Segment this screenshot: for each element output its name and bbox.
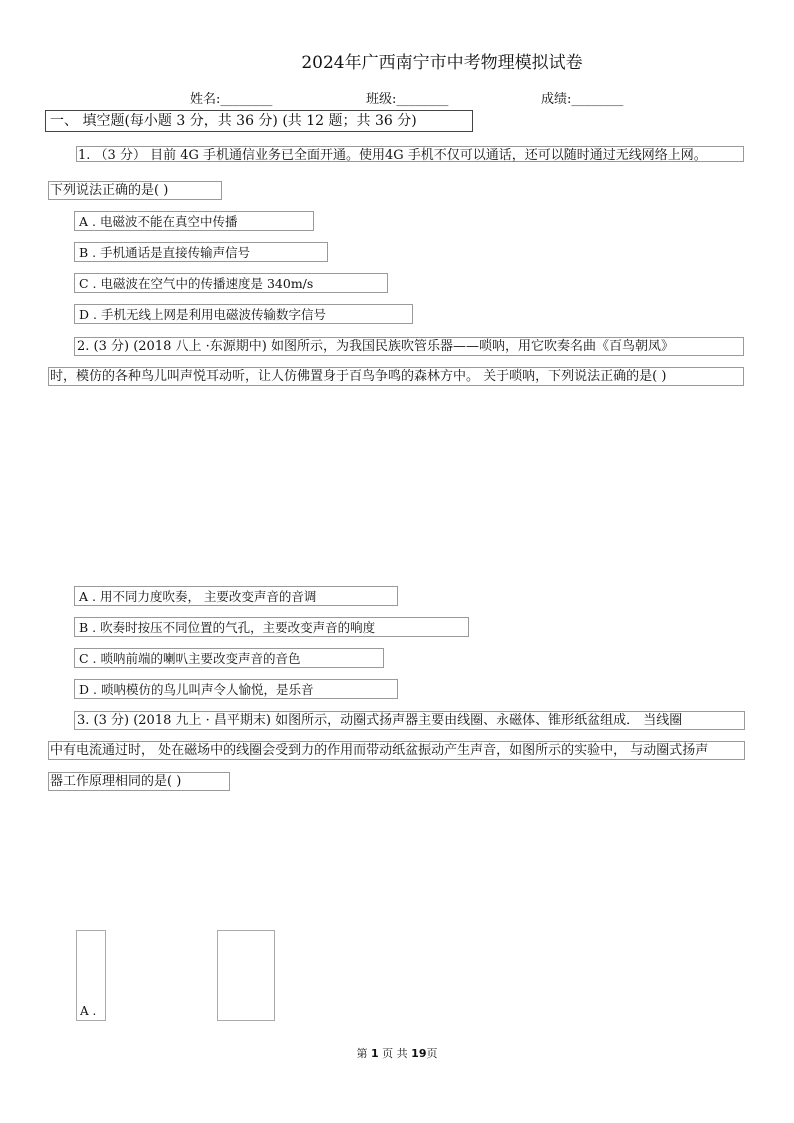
question-1-option-b[interactable]: B . 手机通话是直接传输声信号: [74, 242, 328, 262]
question-3-line-3: 器工作原理相同的是( ): [48, 772, 230, 791]
question-2-option-a[interactable]: A . 用不同力度吹奏， 主要改变声音的音调: [74, 586, 398, 606]
question-1-line-1: 1. （3 分） 目前 4G 手机通信业务已全面开通。使用4G 手机不仅可以通话，还可以随时通过无线网络上网。: [78, 148, 707, 163]
name-field: 姓名:________: [190, 92, 273, 107]
footer-prefix: 第: [356, 1047, 368, 1060]
page-footer: [0, 1045, 794, 1061]
section-heading: 一、 填空题(每小题 3 分，共 36 分) (共 12 题；共 36 分): [45, 110, 473, 132]
current-page-number: 1: [371, 1047, 379, 1060]
question-3-option-a-label: A .: [80, 1004, 97, 1018]
question-2-option-c[interactable]: C . 唢呐前端的喇叭主要改变声音的音色: [74, 648, 384, 668]
question-2-line-1: 2. (3 分) (2018 八上 ·东源期中) 如图所示，为我国民族吹管乐器——唢呐，用它吹奏名曲《百鸟朝凤》: [74, 337, 744, 356]
page-title: 2024年广西南宁市中考物理模拟试卷: [301, 53, 583, 73]
question-3-option-b-figure[interactable]: [217, 930, 275, 1021]
question-1-option-a[interactable]: A . 电磁波不能在真空中传播: [74, 211, 314, 231]
question-3-line-1: 3. (3 分) (2018 九上 · 昌平期末) 如图所示，动圈式扬声器主要由线圈、永磁体、锥形纸盆组成． 当线圈: [74, 711, 745, 730]
question-2-option-b[interactable]: B . 吹奏时按压不同位置的气孔，主要改变声音的响度: [74, 617, 469, 637]
question-1-option-d[interactable]: D . 手机无线上网是利用电磁波传输数字信号: [74, 304, 413, 324]
question-1-line-2: 下列说法正确的是( ): [48, 181, 222, 200]
footer-suffix: 页: [426, 1047, 438, 1060]
class-field: 班级:________: [366, 92, 449, 107]
question-1-option-c[interactable]: C . 电磁波在空气中的传播速度是 340m/s: [74, 273, 388, 293]
question-3-line-2: 中有电流通过时， 处在磁场中的线圈会受到力的作用而带动纸盆振动产生声音，如图所示的实验中， 与动圈式扬声: [48, 741, 745, 760]
total-page-count: 19: [411, 1047, 427, 1060]
score-field: 成绩:________: [541, 92, 624, 107]
question-2-option-d[interactable]: D . 唢呐模仿的鸟儿叫声令人愉悦，是乐音: [74, 679, 398, 699]
question-2-line-2: 时，模仿的各种鸟儿叫声悦耳动听，让人仿佛置身于百鸟争鸣的森林方中。 关于唢呐，下列说法正确的是( ): [48, 367, 744, 386]
footer-middle: 页 共: [382, 1047, 408, 1060]
